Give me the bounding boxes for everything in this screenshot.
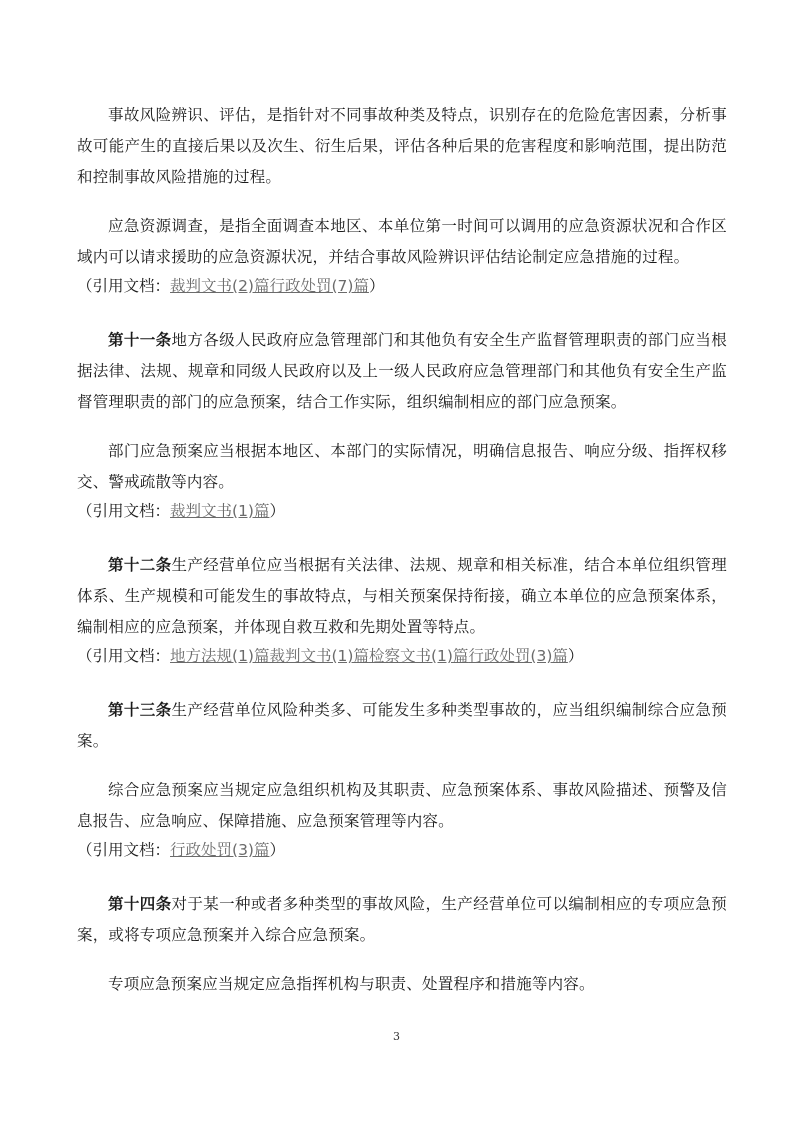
- document-body: [77, 100, 727, 1018]
- citation-prefix: （引用文档：: [77, 841, 171, 859]
- citation-line: [77, 643, 727, 669]
- citation-link[interactable]: 裁判文书(1)篇: [170, 502, 270, 520]
- citation-prefix: （引用文档：: [77, 502, 171, 520]
- citation-suffix: ）: [567, 647, 584, 665]
- citation-suffix: ）: [269, 502, 285, 520]
- article-number: 第十二条: [108, 556, 172, 574]
- citation-link[interactable]: 裁判文书(2)篇: [170, 277, 270, 295]
- paragraph: 部门应急预案应当根据本地区、本部门的实际情况，明确信息报告、响应分级、指挥权移交、警戒疏散等内容。: [77, 442, 727, 491]
- article-text: 生产经营单位风险种类多、可能发生多种类型事故的，应当组织编制综合应急预案。: [77, 701, 727, 750]
- citation-suffix: ）: [269, 841, 285, 859]
- citation-link[interactable]: 行政处罚(3)篇: [468, 647, 568, 665]
- article-number: 第十三条: [108, 701, 172, 719]
- article-text: 地方各级人民政府应急管理部门和其他负有安全生产监督管理职责的部门应当根据法律、法规、规章和同级人民政府以及上一级人民政府应急管理部门和其他负有安全生产监督管理职责的部门的应急预案，结合工作实际，组织编制相应的部门应急预案。: [77, 331, 727, 411]
- article-paragraph: [77, 550, 727, 643]
- citation-suffix: ）: [368, 277, 385, 295]
- article-paragraph: [77, 325, 727, 418]
- citation-link[interactable]: 检察文书(1)篇: [368, 647, 469, 665]
- citation-link[interactable]: 行政处罚(7)篇: [269, 277, 369, 295]
- article-number: 第十一条: [108, 331, 172, 349]
- paragraph: 事故风险辨识、评估，是指针对不同事故种类及特点，识别存在的危险危害因素，分析事故可能产生的直接后果以及次生、衍生后果，评估各种后果的危害程度和影响范围，提出防范和控制事故风险措施的过程。: [77, 106, 727, 186]
- citation-prefix: （引用文档：: [77, 277, 171, 295]
- article-text: 生产经营单位应当根据有关法律、法规、规章和相关标准，结合本单位组织管理体系、生产规模和可能发生的事故特点，与相关预案保持衔接，确立本单位的应急预案体系，编制相应的应急预案，并体现自救互救和先期处置等特点。: [77, 556, 727, 636]
- citation-line: [77, 273, 727, 299]
- article-paragraph: [77, 889, 727, 951]
- paragraph: 综合应急预案应当规定应急组织机构及其职责、应急预案体系、事故风险描述、预警及信息报告、应急响应、保障措施、应急预案管理等内容。: [77, 781, 727, 830]
- paragraph: 专项应急预案应当规定应急指挥机构与职责、处置程序和措施等内容。: [108, 975, 595, 993]
- citation-prefix: （引用文档：: [77, 647, 171, 665]
- page-number: 3: [393, 1030, 400, 1043]
- paragraph: 应急资源调查，是指全面调查本地区、本单位第一时间可以调用的应急资源状况和合作区域内可以请求援助的应急资源状况，并结合事故风险辨识评估结论制定应急措施的过程。: [77, 217, 727, 266]
- citation-line: [77, 837, 727, 863]
- citation-line: [77, 498, 727, 524]
- article-paragraph: [77, 695, 727, 757]
- citation-link[interactable]: 裁判文书(1)篇: [269, 647, 369, 665]
- citation-link[interactable]: 地方法规(1)篇: [170, 647, 270, 665]
- article-text: 对于某一种或者多种类型的事故风险，生产经营单位可以编制相应的专项应急预案，或将专项应急预案并入综合应急预案。: [77, 895, 727, 944]
- citation-link[interactable]: 行政处罚(3)篇: [170, 841, 270, 859]
- article-number: 第十四条: [108, 895, 172, 913]
